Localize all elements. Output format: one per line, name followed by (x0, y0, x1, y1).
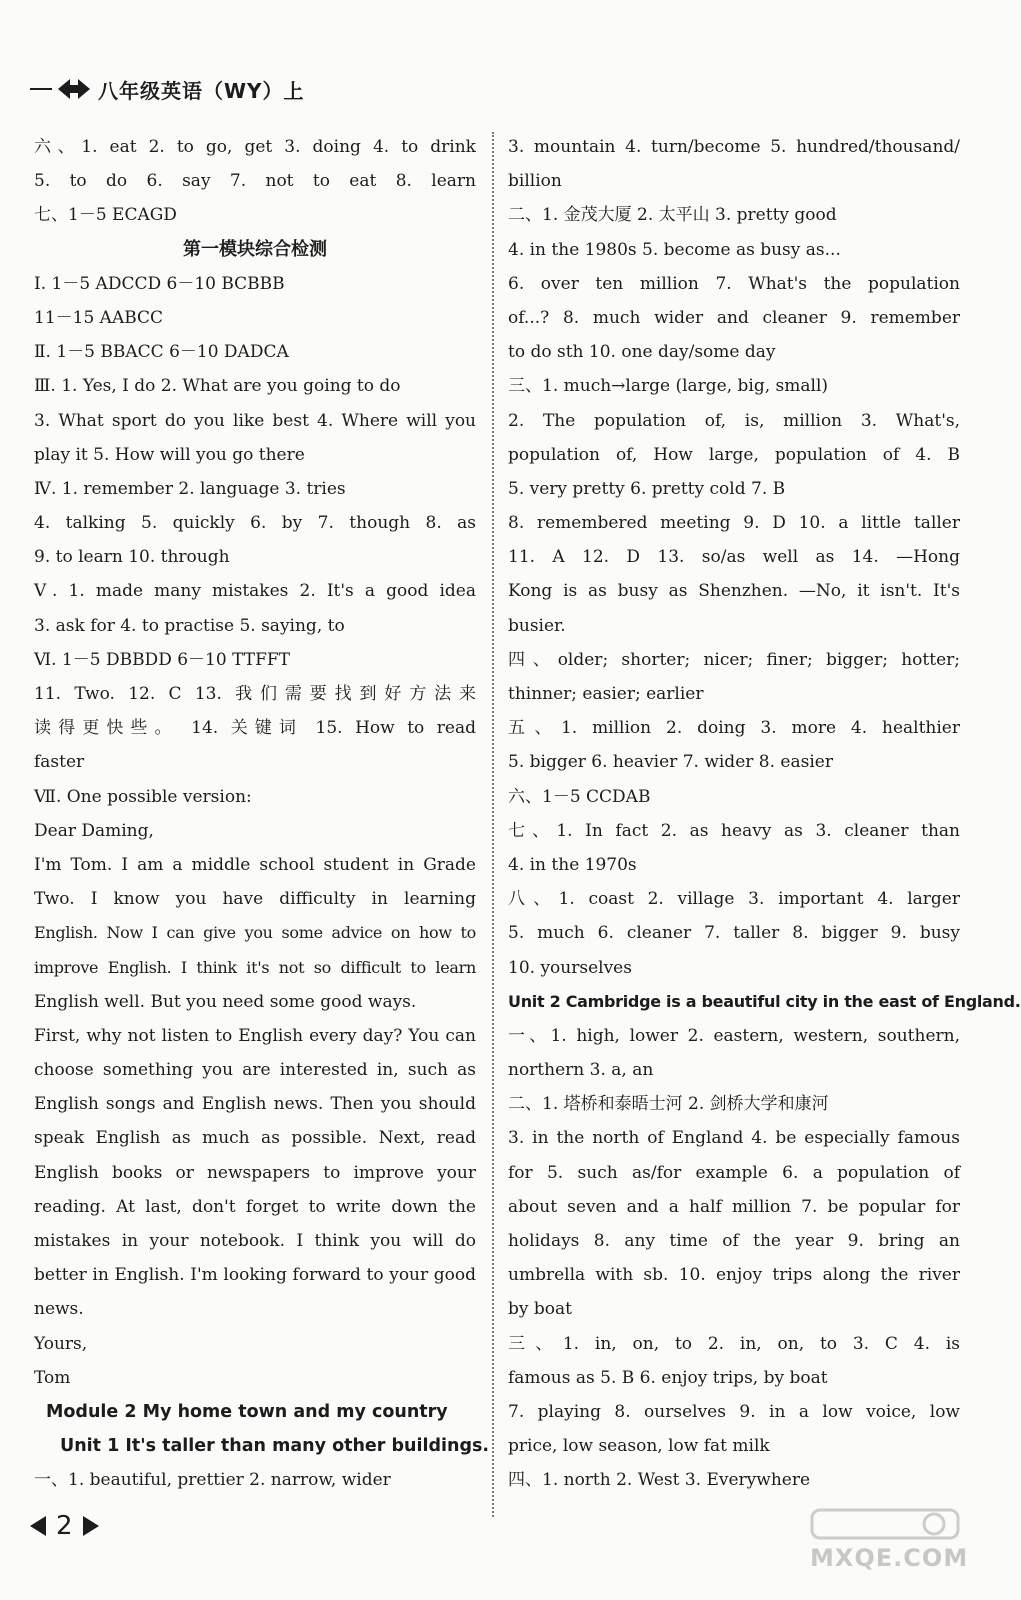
answer-line: improve English. I think it's not so difficult to learn (34, 957, 476, 977)
answer-line: famous as 5. B 6. enjoy trips, by boat (508, 1367, 828, 1388)
answer-line: 四、1. north 2. West 3. Everywhere (508, 1470, 811, 1491)
answer-line: Module 2 My home town and my country (46, 1401, 448, 1422)
answer-line: population of, How large, population of 4. B (508, 444, 960, 465)
answer-line: reading. At last, don't forget to write down the (34, 1196, 476, 1217)
answer-line: 2. The population of, is, million 3. What's, (508, 410, 960, 431)
page-header (30, 74, 305, 104)
watermark (810, 1506, 968, 1572)
answer-line: 三、1. much→large (large, big, small) (508, 376, 829, 397)
answer-line: mistakes in your notebook. I think you will do (34, 1231, 476, 1251)
answer-line: 6. over ten million 7. What's the population (508, 273, 960, 294)
answer-line: Two. I know you have difficulty in learning (34, 889, 476, 910)
answer-line: umbrella with sb. 10. enjoy trips along the river (508, 1265, 960, 1286)
answer-line: 3. in the north of England 4. be especially famous (508, 1128, 960, 1149)
answer-line: busier. (508, 615, 566, 636)
answer-line: 二、1. 金茂大厦 2. 太平山 3. pretty good (508, 205, 837, 226)
answer-line: Yours, (34, 1333, 88, 1354)
answer-line: Ⅰ. 1－5 ADCCD 6－10 BCBBB (34, 273, 285, 294)
answer-line: about seven and a half million 7. be popular for (508, 1196, 960, 1217)
answer-line: 3. What sport do you like best 4. Where will you (34, 410, 476, 431)
answer-line: by boat (508, 1299, 572, 1320)
answer-line: English well. But you need some good ways. (34, 991, 417, 1012)
answer-line: 七、1. In fact 2. as heavy as 3. cleaner than (508, 820, 960, 841)
answer-line: 三、1. in, on, to 2. in, on, to 3. C 4. is (508, 1333, 960, 1354)
answer-line: holidays 8. any time of the year 9. bring an (508, 1231, 960, 1251)
answer-line: better in English. I'm looking forward to your good (34, 1265, 476, 1286)
previous-page-icon (30, 1516, 46, 1536)
answer-line: 3. ask for 4. to practise 5. saying, to (34, 615, 345, 636)
answer-line: 11－15 AABCC (34, 307, 164, 328)
answer-line: of...? 8. much wider and cleaner 9. remember (508, 307, 960, 328)
answer-line: Ⅴ. 1. made many mistakes 2. It's a good idea (34, 581, 476, 602)
answer-line: 5. very pretty 6. pretty cold 7. B (508, 478, 786, 499)
book-title: 八年级英语（WY）上 (98, 78, 305, 103)
answer-line: 10. yourselves (508, 957, 632, 978)
answer-line: Unit 2 Cambridge is a beautiful city in the east of England. (508, 991, 1021, 1011)
answer-line: northern 3. a, an (508, 1060, 654, 1081)
answer-line: 读得更快些。 14. 关键词 15. How to read (34, 718, 476, 739)
answer-line: 7. playing 8. ourselves 9. in a low voice, low (508, 1401, 960, 1422)
answer-line: for 5. such as/for example 6. a population of (508, 1162, 960, 1183)
answer-line: faster (34, 752, 85, 773)
answer-line: billion (508, 171, 562, 192)
answer-line: 3. mountain 4. turn/become 5. hundred/thousand/ (508, 137, 960, 157)
answer-line: Ⅵ. 1－5 DBBDD 6－10 TTFFT (34, 649, 290, 670)
header-rule (30, 88, 52, 90)
page-footer (30, 1506, 99, 1546)
answer-line: 11. A 12. D 13. so/as well as 14. —Hong (508, 547, 960, 568)
answer-line: 八、1. coast 2. village 3. important 4. larger (508, 889, 960, 910)
answer-line: 9. to learn 10. through (34, 547, 230, 568)
answer-line: 一、1. high, lower 2. eastern, western, southern, (508, 1025, 960, 1046)
left-column (34, 130, 490, 1498)
answer-line: 六、1－5 CCDAB (508, 786, 651, 807)
answer-line: 五、1. million 2. doing 3. more 4. healthier (508, 718, 960, 739)
answer-line: 七、1－5 ECAGD (34, 205, 177, 226)
answer-line: Ⅲ. 1. Yes, I do 2. What are you going to do (34, 376, 401, 397)
answer-line: English songs and English news. Then you should (34, 1094, 476, 1115)
watermark-logo-icon (810, 1506, 960, 1542)
answer-line: 六、1. eat 2. to go, get 3. doing 4. to drink (34, 137, 476, 157)
answer-line: 4. in the 1980s 5. become as busy as... (508, 239, 841, 260)
header-logo-icon (56, 77, 92, 101)
answer-line: Ⅱ. 1－5 BBACC 6－10 DADCA (34, 342, 289, 363)
page-number: 2 (56, 1511, 73, 1541)
answer-line: First, why not listen to English every day? You can (34, 1025, 476, 1046)
right-column (508, 130, 1021, 1498)
answer-line: thinner; easier; earlier (508, 684, 704, 704)
answer-line: 4. in the 1970s (508, 854, 637, 875)
answer-line: 8. remembered meeting 9. D 10. a little taller (508, 513, 960, 534)
answer-line: 5. to do 6. say 7. not to eat 8. learn (34, 171, 476, 192)
answer-line: to do sth 10. one day/some day (508, 342, 776, 363)
answer-line: 一、1. beautiful, prettier 2. narrow, wider (34, 1470, 391, 1491)
answer-line: 四、older; shorter; nicer; finer; bigger; hotter; (508, 649, 960, 670)
answer-line: English books or newspapers to improve your (34, 1162, 476, 1183)
watermark-url: MXQE.COM (810, 1544, 969, 1572)
answer-line: I'm Tom. I am a middle school student in Grade (34, 854, 476, 875)
answer-line: 二、1. 塔桥和泰晤士河 2. 剑桥大学和康河 (508, 1094, 829, 1115)
answer-line: Dear Daming, (34, 820, 154, 841)
answer-line: speak English as much as possible. Next, read (34, 1128, 476, 1149)
column-divider (492, 132, 494, 1517)
answer-line: price, low season, low fat milk (508, 1436, 770, 1457)
next-page-icon (83, 1516, 99, 1536)
answer-line: choose something you are interested in, such as (34, 1060, 476, 1081)
answer-line: 4. talking 5. quickly 6. by 7. though 8. as (34, 513, 476, 534)
answer-line: 11. Two. 12. C 13. 我们需要找到好方法来 (34, 684, 476, 704)
answer-line: 5. much 6. cleaner 7. taller 8. bigger 9. busy (508, 923, 960, 944)
answer-line: Kong is as busy as Shenzhen. —No, it isn't. It's (508, 581, 960, 602)
answer-line: play it 5. How will you go there (34, 444, 305, 465)
answer-line: Ⅳ. 1. remember 2. language 3. tries (34, 478, 346, 499)
answer-line: English. Now I can give you some advice on how to (34, 923, 476, 943)
answer-line: news. (34, 1299, 84, 1320)
answer-line: 第一模块综合检测 (183, 238, 327, 260)
answer-line: Tom (34, 1367, 71, 1388)
answer-line: 5. bigger 6. heavier 7. wider 8. easier (508, 752, 833, 773)
answer-line: Ⅶ. One possible version: (34, 786, 252, 807)
answer-line: Unit 1 It's taller than many other buildings. (60, 1436, 490, 1457)
